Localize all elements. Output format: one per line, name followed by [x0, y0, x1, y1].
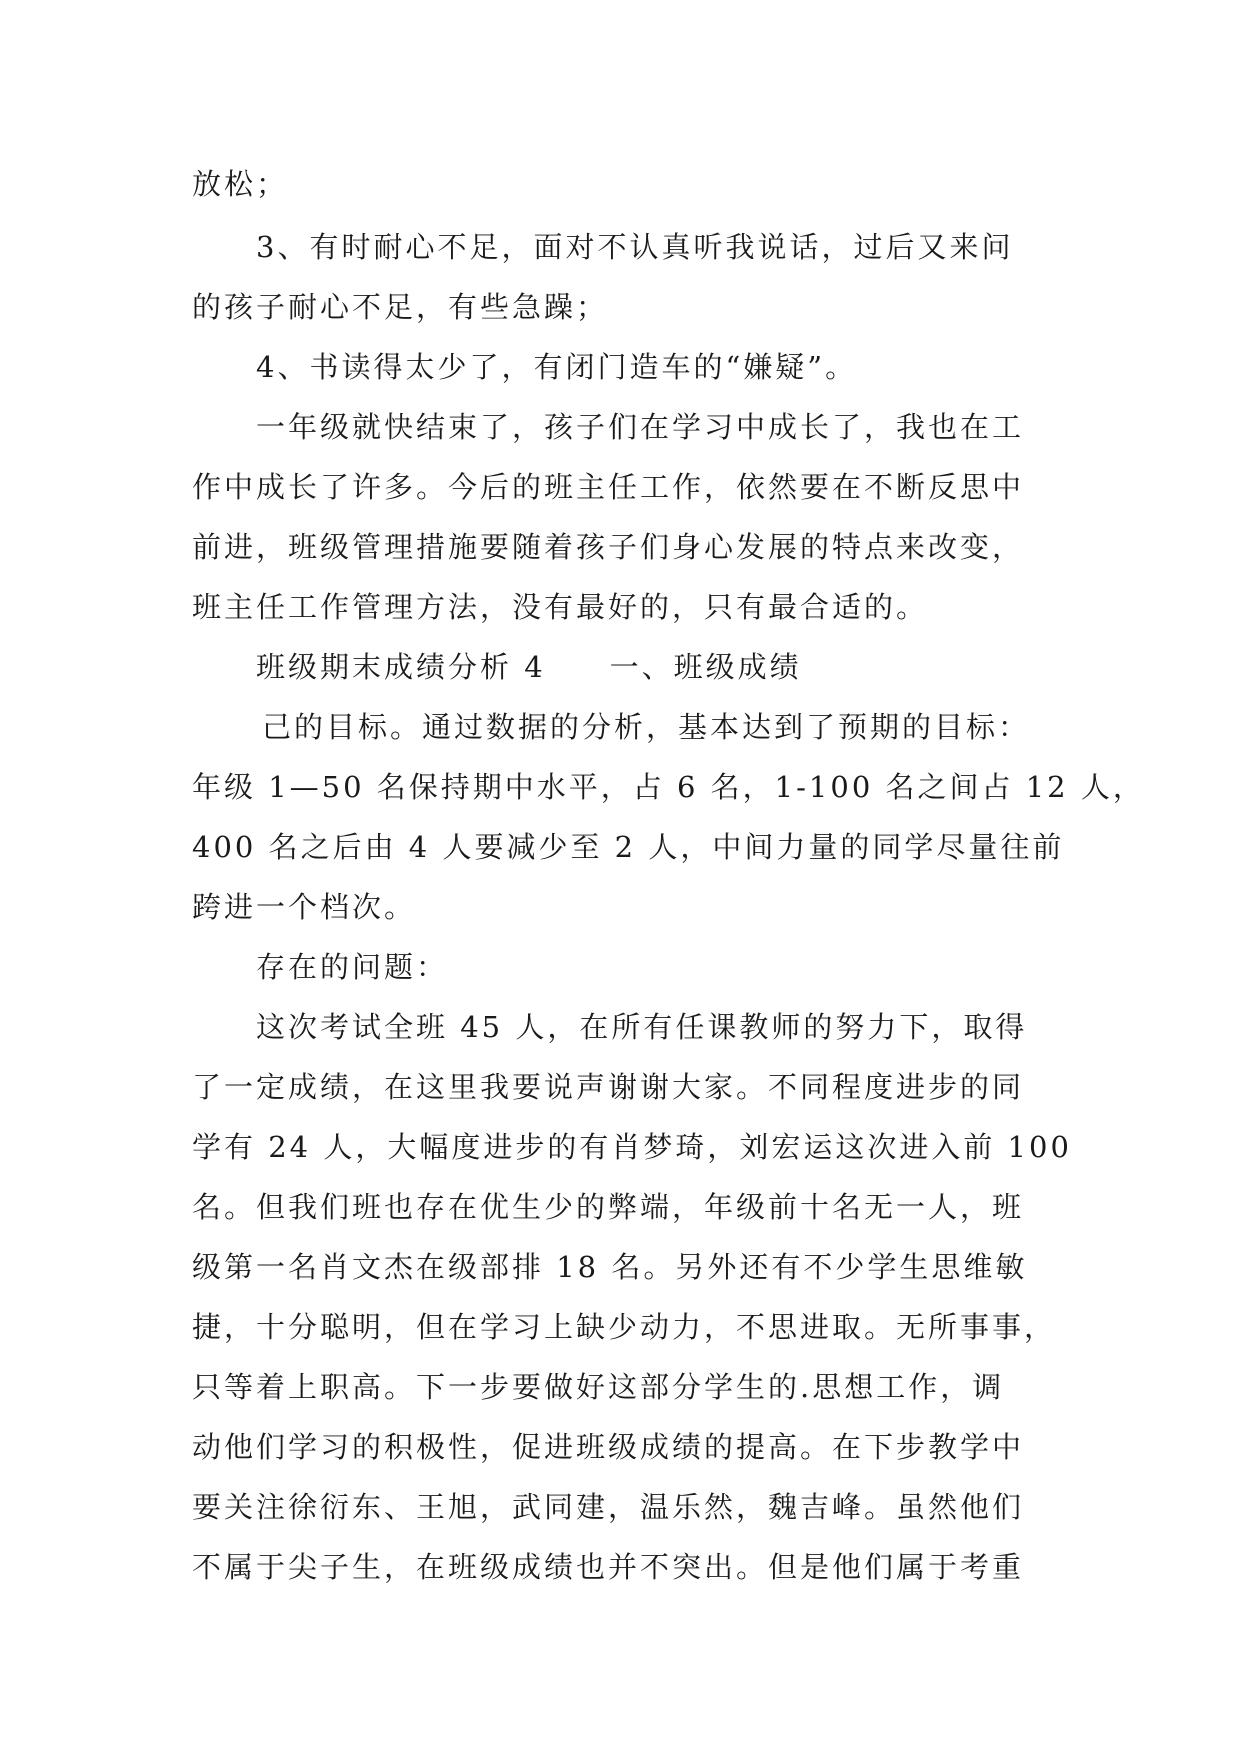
- text-line: 作中成长了许多。今后的班主任工作，依然要在不断反思中: [192, 470, 1025, 504]
- text-line: 3、有时耐心不足，面对不认真听我说话，过后又来问: [256, 230, 1014, 264]
- text-line: 了一定成绩，在这里我要说声谢谢大家。不同程度进步的同: [192, 1070, 1025, 1104]
- text-line: 级第一名肖文杰在级部排 18 名。另外还有不少学生思维敏: [192, 1250, 1028, 1284]
- text-line: 己的目标。通过数据的分析，基本达到了预期的目标：: [262, 710, 1031, 744]
- section-heading: 班级期末成绩分析 4 一、班级成绩: [256, 650, 802, 684]
- text-line: 学有 24 人，大幅度进步的有肖梦琦，刘宏运这次进入前 100: [192, 1130, 1072, 1164]
- text-line: 这次考试全班 45 人，在所有任课教师的努力下，取得: [256, 1010, 1028, 1044]
- text-line: 放松；: [192, 167, 289, 201]
- text-line: 的孩子耐心不足，有些急躁；: [192, 290, 609, 324]
- text-line: 4、书读得太少了，有闭门造车的“嫌疑”。: [256, 350, 858, 384]
- text-line: 一年级就快结束了，孩子们在学习中成长了，我也在工: [256, 410, 1025, 444]
- text-line: 要关注徐衍东、王旭，武同建，温乐然，魏吉峰。虽然他们: [192, 1490, 1025, 1524]
- text-line: 班主任工作管理方法，没有最好的，只有最合适的。: [192, 590, 929, 624]
- text-line: 捷，十分聪明，但在学习上缺少动力，不思进取。无所事事，: [192, 1310, 1057, 1344]
- text-line: 名。但我们班也存在优生少的弊端，年级前十名无一人，班: [192, 1190, 1025, 1224]
- text-line: 前进，班级管理措施要随着孩子们身心发展的特点来改变，: [192, 530, 1025, 564]
- text-line: 年级 1—50 名保持期中水平，占 6 名，1-100 名之间占 12 人，: [192, 770, 1145, 804]
- text-line: 存在的问题：: [256, 950, 449, 984]
- text-line: 400 名之后由 4 人要减少至 2 人，中间力量的同学尽量往前: [192, 830, 1065, 864]
- text-line: 跨进一个档次。: [192, 890, 417, 924]
- text-line: 只等着上职高。下一步要做好这部分学生的.思想工作，调: [192, 1370, 1005, 1404]
- text-line: 不属于尖子生，在班级成绩也并不突出。但是他们属于考重: [192, 1550, 1025, 1584]
- text-line: 动他们学习的积极性，促进班级成绩的提高。在下步教学中: [192, 1430, 1025, 1464]
